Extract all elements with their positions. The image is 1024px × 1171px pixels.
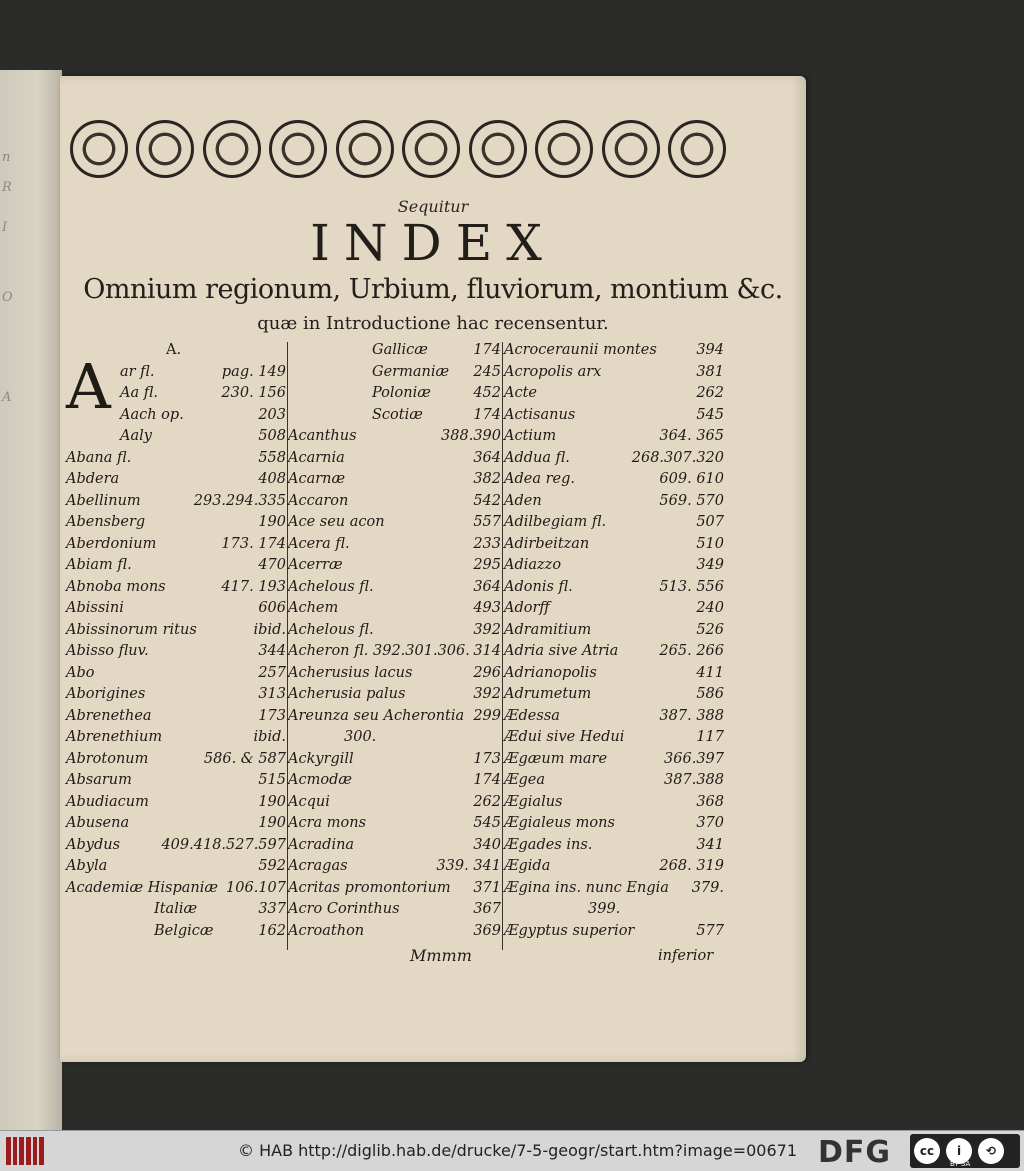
index-page-ref: 262 xyxy=(473,793,501,810)
index-term: Acritas promontorium xyxy=(288,879,451,896)
index-entry xyxy=(288,362,501,384)
index-entry xyxy=(66,598,286,620)
index-term: Adramitium xyxy=(504,621,592,638)
index-term: Acradina xyxy=(288,836,355,853)
index-term: Acmodæ xyxy=(288,772,352,788)
index-page-ref: pag. 149 xyxy=(221,363,286,380)
index-term: Abisso fluv. xyxy=(66,643,149,659)
index-entry xyxy=(504,405,724,427)
index-page-ref: 293.294.335 xyxy=(193,492,286,509)
index-entry xyxy=(66,792,286,814)
index-page-ref: 409.418.527.597 xyxy=(161,836,286,853)
index-page-ref: 371 xyxy=(473,879,501,896)
index-page-ref: 558 xyxy=(258,449,286,466)
index-page-ref: ibid. xyxy=(253,621,286,638)
index-page-ref: 392 xyxy=(473,686,501,702)
index-page-ref: 545 xyxy=(473,815,501,831)
index-term: Abrotonum xyxy=(66,750,149,767)
index-entry xyxy=(66,641,286,663)
index-entry xyxy=(288,491,501,513)
index-entry xyxy=(288,555,501,577)
index-page-ref: 233 xyxy=(473,535,501,552)
index-page-ref: ibid. xyxy=(253,729,286,745)
ornamental-header-band xyxy=(70,116,726,182)
index-term: Addua fl. xyxy=(504,449,570,466)
index-entry xyxy=(66,555,286,577)
index-page-ref: 510 xyxy=(696,535,724,552)
index-entry xyxy=(288,899,501,921)
index-page-ref: 296 xyxy=(473,664,501,681)
index-entry xyxy=(288,663,501,685)
index-entry xyxy=(66,706,286,728)
index-column-1 xyxy=(66,340,286,942)
index-entry xyxy=(288,749,501,771)
index-page-ref: 240 xyxy=(696,600,724,616)
index-entry xyxy=(288,534,501,556)
index-page-ref: 174 xyxy=(473,772,501,788)
index-page-ref: 387.388 xyxy=(664,772,724,788)
index-page-ref: 606 xyxy=(258,600,286,616)
heading-subtitle: Omnium regionum, Urbium, fluviorum, montium &c. xyxy=(83,274,783,305)
index-page-ref: 268.307.320 xyxy=(631,449,724,466)
index-page-ref: 411 xyxy=(696,664,724,681)
index-term: Acro Corinthus xyxy=(288,901,400,917)
index-term: 300. xyxy=(344,729,377,745)
index-page-ref: 190 xyxy=(258,793,286,810)
index-entry xyxy=(288,448,501,470)
index-entry xyxy=(66,813,286,835)
index-entry xyxy=(504,706,724,728)
index-page-ref: 369 xyxy=(473,922,501,939)
index-page-ref: 190 xyxy=(258,514,286,530)
index-entry xyxy=(504,469,724,491)
index-entry xyxy=(66,362,286,384)
index-entry xyxy=(66,749,286,771)
index-page-ref: 592 xyxy=(258,858,286,874)
index-entry xyxy=(504,856,724,878)
index-page-ref: 314 xyxy=(473,643,501,659)
index-page-ref: 381 xyxy=(696,363,724,380)
index-column-3 xyxy=(504,340,724,942)
index-page-ref: 366.397 xyxy=(664,750,724,767)
heading-sequitur: Sequitur xyxy=(397,197,469,216)
viewer-footer xyxy=(0,1130,1024,1171)
index-entry xyxy=(504,340,724,362)
index-term: Abudiacum xyxy=(66,793,149,810)
index-page-ref: 268. 319 xyxy=(659,858,724,874)
index-term: Ægialus xyxy=(504,793,563,810)
index-term: Abydus xyxy=(66,836,121,853)
index-term: Ace seu acon xyxy=(288,514,385,530)
index-entry xyxy=(504,598,724,620)
index-term: Acqui xyxy=(288,793,330,810)
index-page-ref: 387. 388 xyxy=(659,707,724,724)
by-icon: i xyxy=(946,1138,972,1164)
index-term: Ægina ins. nunc Engia xyxy=(504,879,669,896)
index-entry xyxy=(288,598,501,620)
index-term: Aborigines xyxy=(66,686,146,702)
index-page-ref: 344 xyxy=(258,643,286,659)
index-entry xyxy=(66,491,286,513)
index-term: Abensberg xyxy=(66,514,146,530)
copyright-link[interactable]: © HAB http://diglib.hab.de/drucke/7-5-geogr/start.htm?image=00671 xyxy=(238,1141,798,1160)
index-page-ref: 507 xyxy=(696,514,724,530)
index-entry xyxy=(504,813,724,835)
ornament-rosette-icon xyxy=(336,120,394,178)
index-page-ref: 515 xyxy=(258,772,286,788)
hab-logo-icon[interactable] xyxy=(6,1137,44,1165)
index-entry xyxy=(66,340,286,362)
index-page-ref: 162 xyxy=(258,922,286,939)
index-entry xyxy=(504,448,724,470)
index-entry xyxy=(504,383,724,405)
index-entry xyxy=(288,813,501,835)
previous-page-edge: n R I O A xyxy=(0,70,62,1130)
index-term: Adrumetum xyxy=(504,686,592,702)
index-page-ref: 106.107 xyxy=(226,879,286,896)
ornament-rosette-icon xyxy=(668,120,726,178)
index-term: Ægyptus superior xyxy=(504,922,635,939)
sa-icon: ⟲ xyxy=(978,1138,1004,1164)
index-entry xyxy=(504,426,724,448)
index-entry xyxy=(66,921,286,943)
index-page-ref: 174 xyxy=(473,406,501,423)
index-page-ref: 379. xyxy=(691,879,724,896)
index-column-2 xyxy=(288,340,501,942)
index-term: Abdera xyxy=(66,471,120,487)
index-entry xyxy=(504,555,724,577)
drop-cap: A xyxy=(66,350,111,423)
index-term: Acheron fl. 392.301.306. xyxy=(288,643,470,659)
index-term: Absarum xyxy=(66,772,132,788)
index-term: Abrenethium xyxy=(66,729,163,745)
index-entry xyxy=(288,383,501,405)
index-entry xyxy=(504,512,724,534)
index-term: Adilbegiam fl. xyxy=(504,514,607,530)
index-page-ref: 542 xyxy=(473,492,501,509)
index-term: Adorff xyxy=(504,600,550,616)
index-entry xyxy=(66,512,286,534)
index-page-ref: 382 xyxy=(473,471,501,487)
index-entry xyxy=(66,405,286,427)
index-term: Academiæ Hispaniæ xyxy=(66,879,218,896)
index-page-ref: 394 xyxy=(696,342,724,358)
index-term: Acroathon xyxy=(288,922,365,939)
index-entry xyxy=(288,469,501,491)
index-page-ref: 493 xyxy=(473,600,501,616)
index-page-ref: 609. 610 xyxy=(659,471,724,487)
index-entry xyxy=(504,835,724,857)
index-term: Ægialeus mons xyxy=(504,815,615,831)
index-page-ref: 341 xyxy=(696,836,724,853)
index-page-ref: 470 xyxy=(258,557,286,573)
index-entry xyxy=(66,448,286,470)
index-entry xyxy=(504,727,724,749)
index-term: Adea reg. xyxy=(504,471,575,487)
dfg-logo[interactable]: DFG xyxy=(818,1135,892,1170)
index-term: Abrenethea xyxy=(66,707,152,724)
index-term: Gallicæ xyxy=(372,342,428,358)
index-entry xyxy=(504,577,724,599)
index-entry xyxy=(288,340,501,362)
index-page-ref: 364. 365 xyxy=(659,428,724,444)
index-entry xyxy=(288,577,501,599)
index-page-ref: 262 xyxy=(696,385,724,401)
index-term: Aaly xyxy=(120,428,152,444)
index-page-ref: 508 xyxy=(258,428,286,444)
index-term: Italiæ xyxy=(154,901,198,917)
index-entry xyxy=(288,770,501,792)
index-term: Abana fl. xyxy=(66,449,132,466)
index-page-ref: 190 xyxy=(258,815,286,831)
signature-mark: Mmmm xyxy=(410,946,472,965)
index-term: Abiam fl. xyxy=(66,557,132,573)
index-entry xyxy=(66,577,286,599)
index-entry xyxy=(504,641,724,663)
index-term: Acragas xyxy=(288,858,348,874)
index-page-ref: 408 xyxy=(258,471,286,487)
index-page-ref: 452 xyxy=(473,385,501,401)
index-term: Acherusius lacus xyxy=(288,664,413,681)
index-page-ref: 173. 174 xyxy=(221,535,286,552)
index-term: Acte xyxy=(504,385,538,401)
index-term: Ædui sive Hedui xyxy=(504,729,625,745)
ornament-rosette-icon xyxy=(469,120,527,178)
index-term: 399. xyxy=(588,901,621,917)
ornament-rosette-icon xyxy=(203,120,261,178)
index-page-ref: 392 xyxy=(473,621,501,638)
index-term: ar fl. xyxy=(120,363,155,380)
index-page-ref: 203 xyxy=(258,406,286,423)
index-page-ref: 299 xyxy=(473,707,501,724)
index-term: Acanthus xyxy=(288,428,357,444)
index-page-ref: 337 xyxy=(258,901,286,917)
index-page-ref: 265. 266 xyxy=(659,643,724,659)
index-term: Ægea xyxy=(504,772,546,788)
index-entry xyxy=(504,899,724,921)
index-entry xyxy=(66,856,286,878)
index-entry xyxy=(288,706,501,728)
index-entry xyxy=(504,770,724,792)
index-entry xyxy=(66,727,286,749)
index-entry xyxy=(66,534,286,556)
index-term: Abellinum xyxy=(66,492,141,509)
index-page-ref: 569. 570 xyxy=(659,492,724,509)
index-entry xyxy=(66,835,286,857)
index-page-ref: 577 xyxy=(696,922,724,939)
index-term: Acroceraunii montes xyxy=(504,342,657,358)
index-term: Acarnia xyxy=(288,449,345,466)
index-entry xyxy=(504,749,724,771)
index-page-ref: 367 xyxy=(473,901,501,917)
index-entry xyxy=(288,856,501,878)
index-entry xyxy=(66,899,286,921)
index-page-ref: 368 xyxy=(696,793,724,810)
ornament-rosette-icon xyxy=(269,120,327,178)
index-term: Abyla xyxy=(66,858,108,874)
index-entry xyxy=(288,727,501,749)
index-page-ref: 340 xyxy=(473,836,501,853)
index-entry xyxy=(66,383,286,405)
index-entry xyxy=(504,663,724,685)
index-term: Areunza seu Acherontia xyxy=(288,707,465,724)
index-entry xyxy=(504,362,724,384)
index-entry xyxy=(504,878,724,900)
index-term: Achelous fl. xyxy=(288,621,374,638)
index-page-ref: 230. 156 xyxy=(221,385,286,401)
catchword: inferior xyxy=(658,948,714,964)
index-page-ref: 388.390 xyxy=(441,428,501,444)
index-entry xyxy=(504,620,724,642)
index-term: Actium xyxy=(504,428,557,444)
index-term: Actisanus xyxy=(504,406,576,423)
index-entry xyxy=(504,684,724,706)
index-entry xyxy=(288,835,501,857)
index-term: Accaron xyxy=(288,492,349,509)
index-page-ref: 586. & 587 xyxy=(203,750,286,767)
index-term: Abissinorum ritus xyxy=(66,621,197,638)
index-term: Adonis fl. xyxy=(504,578,573,595)
index-term: Acherusia palus xyxy=(288,686,406,702)
index-entry xyxy=(66,469,286,491)
index-term: Adria sive Atria xyxy=(504,643,619,659)
index-term: Aberdonium xyxy=(66,535,157,552)
index-entry xyxy=(288,684,501,706)
index-page-ref: 364 xyxy=(473,449,501,466)
index-term: Aden xyxy=(504,492,542,509)
index-page-ref: 545 xyxy=(696,406,724,423)
index-term: Acera fl. xyxy=(288,535,350,552)
index-entry xyxy=(288,620,501,642)
index-entry xyxy=(504,792,724,814)
index-entry xyxy=(288,426,501,448)
index-page-ref: 370 xyxy=(696,815,724,831)
index-page-ref: 245 xyxy=(473,363,501,380)
cc-icon: cc xyxy=(914,1138,940,1164)
index-page-ref: 173 xyxy=(258,707,286,724)
index-term: Adiazzo xyxy=(504,557,562,573)
index-term: Ædessa xyxy=(504,707,560,724)
index-entry xyxy=(504,921,724,943)
index-page-ref: 257 xyxy=(258,664,286,681)
index-term: Belgicæ xyxy=(154,922,214,939)
index-term: Ægida xyxy=(504,858,551,874)
cc-license-text: BY SA xyxy=(950,1160,971,1168)
index-term: Abissini xyxy=(66,600,124,616)
cc-license-badge[interactable] xyxy=(910,1134,1020,1168)
index-term: Abusena xyxy=(66,815,130,831)
index-term: Acarnæ xyxy=(288,471,346,487)
index-term: Abnoba mons xyxy=(66,578,166,595)
index-entry xyxy=(66,770,286,792)
index-page-ref: 173 xyxy=(473,750,501,767)
index-term: Aa fl. xyxy=(120,385,159,401)
index-term: Poloniæ xyxy=(372,385,431,401)
index-term: Achem xyxy=(288,600,339,616)
index-entry xyxy=(66,663,286,685)
index-entry xyxy=(288,921,501,943)
index-page-ref: 557 xyxy=(473,514,501,530)
index-entry xyxy=(66,426,286,448)
index-page-ref: 526 xyxy=(696,621,724,638)
index-term: Germaniæ xyxy=(372,363,450,380)
index-entry xyxy=(504,534,724,556)
index-entry xyxy=(288,405,501,427)
ornament-rosette-icon xyxy=(70,120,128,178)
index-term: Abo xyxy=(66,664,95,681)
index-term: Adrianopolis xyxy=(504,664,597,681)
index-page-ref: 513. 556 xyxy=(659,578,724,595)
ornament-rosette-icon xyxy=(402,120,460,178)
index-entry xyxy=(66,684,286,706)
index-entry xyxy=(288,878,501,900)
column-rule xyxy=(502,342,503,950)
index-term: Scotiæ xyxy=(372,406,423,423)
heading-subtitle-2: quæ in Introductione hac recensentur. xyxy=(257,313,609,334)
index-page-ref: 364 xyxy=(473,578,501,595)
index-page-ref: 174 xyxy=(473,342,501,358)
index-term: Ægæum mare xyxy=(504,750,608,767)
index-page-ref: 117 xyxy=(696,729,724,745)
index-term: Acropolis arx xyxy=(504,363,602,380)
index-page-ref: 586 xyxy=(696,686,724,702)
index-term: Achelous fl. xyxy=(288,578,374,595)
index-entry xyxy=(288,512,501,534)
ornament-rosette-icon xyxy=(535,120,593,178)
index-page-ref: 339. 341 xyxy=(436,858,501,874)
index-entry xyxy=(66,620,286,642)
index-term: Acra mons xyxy=(288,815,367,831)
index-page-ref: 313 xyxy=(258,686,286,702)
index-term: Aach op. xyxy=(120,406,184,423)
ornament-rosette-icon xyxy=(602,120,660,178)
index-entry xyxy=(288,641,501,663)
index-term: Ægades ins. xyxy=(504,836,593,853)
index-page-ref: 417. 193 xyxy=(221,578,286,595)
index-page-ref: 349 xyxy=(696,557,724,573)
index-term: Ackyrgill xyxy=(288,750,354,767)
index-term: Acerræ xyxy=(288,557,343,573)
heading-index: INDEX xyxy=(310,214,556,272)
ornament-rosette-icon xyxy=(136,120,194,178)
index-page-ref: 295 xyxy=(473,557,501,573)
index-entry xyxy=(288,792,501,814)
index-term: A. xyxy=(166,342,182,358)
index-entry xyxy=(504,491,724,513)
index-term: Adirbeitzan xyxy=(504,535,590,552)
index-entry xyxy=(66,878,286,900)
